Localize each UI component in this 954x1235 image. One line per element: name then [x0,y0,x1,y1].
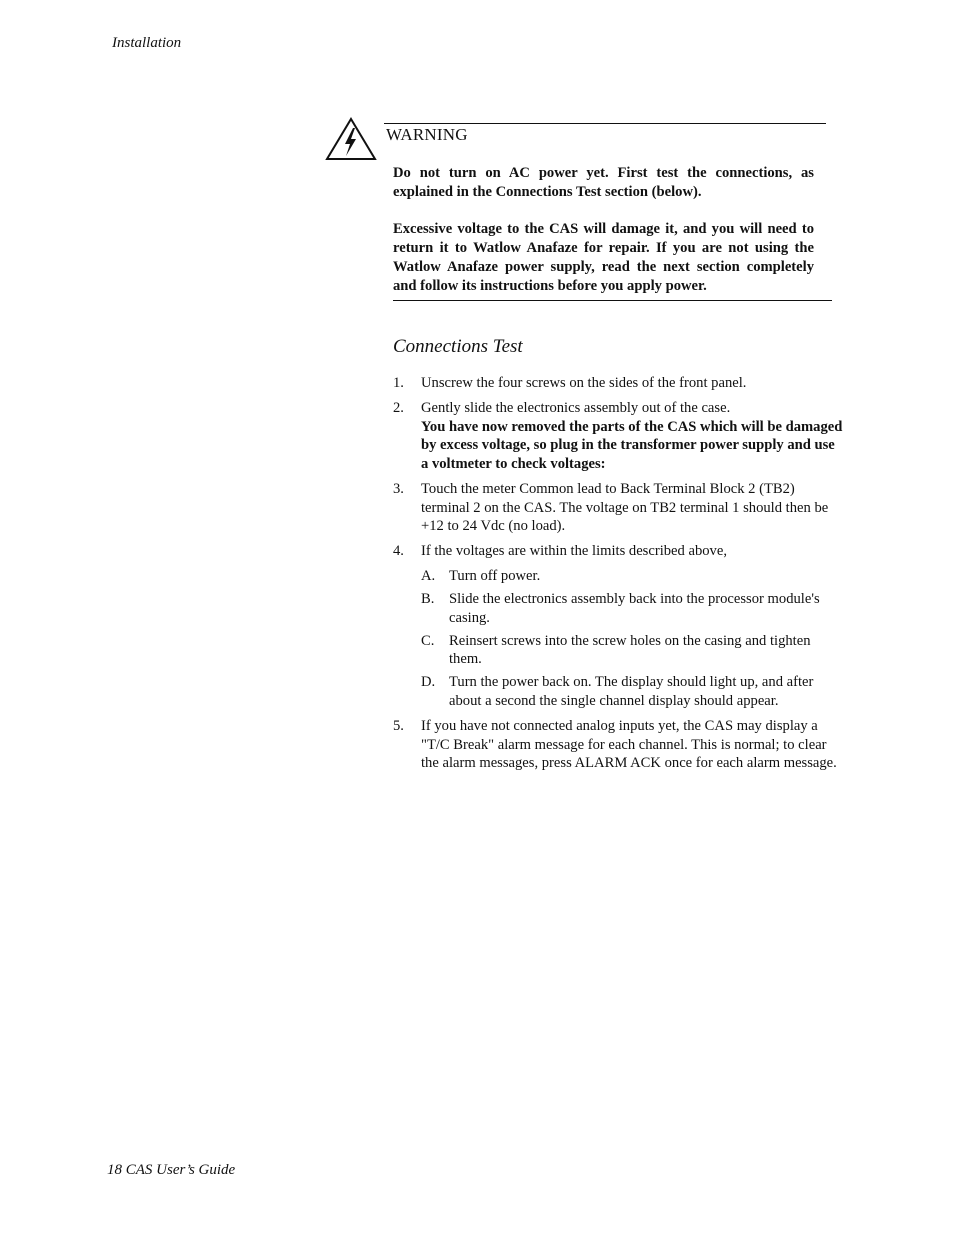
running-header: Installation [112,35,182,51]
substep-text: Reinsert screws into the screw holes on the casing and tighten them. [449,632,811,668]
step-2 [393,399,843,473]
step-text: If you have not connected analog inputs yet, the CAS may display a "T/C Break" alarm message for each channel. This is normal; to clear the alarm messages, press ALARM ACK once for each alarm message. [421,718,837,772]
warning-title: WARNING [386,125,468,144]
step-number: 3. [393,480,404,497]
substep-text: Slide the electronics assembly back into the processor module's casing. [449,590,820,626]
step-number: 2. [393,400,404,417]
step-text: Touch the meter Common lead to Back Terminal Block 2 (TB2) terminal 2 on the CAS. The voltage on TB2 terminal 1 should then be +12 to 24 Vdc (no load). [421,480,829,535]
step-text: Unscrew the four screws on the sides of the front panel. [421,375,747,391]
warning-top-rule [384,123,826,124]
substep-b [421,590,843,627]
step-4 [393,542,843,710]
substep-letter: A. [421,567,436,584]
step-5 [393,717,843,773]
step-3 [393,480,843,536]
warning-paragraph-1: Do not turn on AC power yet. First test the connections, as explained in the Connections Test section (below). [393,165,814,200]
substep-text: Turn the power back on. The display should light up, and after about a second the single channel display should appear. [449,674,814,709]
substep-letter: D. [421,674,436,691]
step-text: If the voltages are within the limits described above, [421,543,727,560]
steps-list [393,374,843,779]
step-number: 1. [393,375,404,391]
substep-d [421,673,843,710]
section-title: Connections Test [393,336,523,357]
step-text: Gently slide the electronics assembly out of the case. [421,400,731,417]
page-footer: 18 CAS User’s Guide [107,1162,236,1178]
step-1 [393,374,843,393]
lightning-warning-icon [325,117,377,161]
warning-paragraph-2: Excessive voltage to the CAS will damage it, and you will need to return it to Watlow Anafaze for repair. If you are not using the Watlow Anafaze power supply, read the next section completely and follow its instructions before you apply power. [393,221,814,294]
warning-bottom-rule [393,300,832,301]
substep-letter: C. [421,632,435,649]
step-number: 4. [393,543,404,560]
substep-text: Turn off power. [449,567,541,584]
step-number: 5. [393,718,404,734]
substep-letter: B. [421,590,435,607]
substep-c [421,632,843,669]
substep-a [421,567,843,586]
substeps-list [421,567,843,711]
step-emphasis: You have now removed the parts of the CAS which will be damaged by excess voltage, so plug in the transformer power supply and use a voltmeter to check voltages: [421,418,843,472]
